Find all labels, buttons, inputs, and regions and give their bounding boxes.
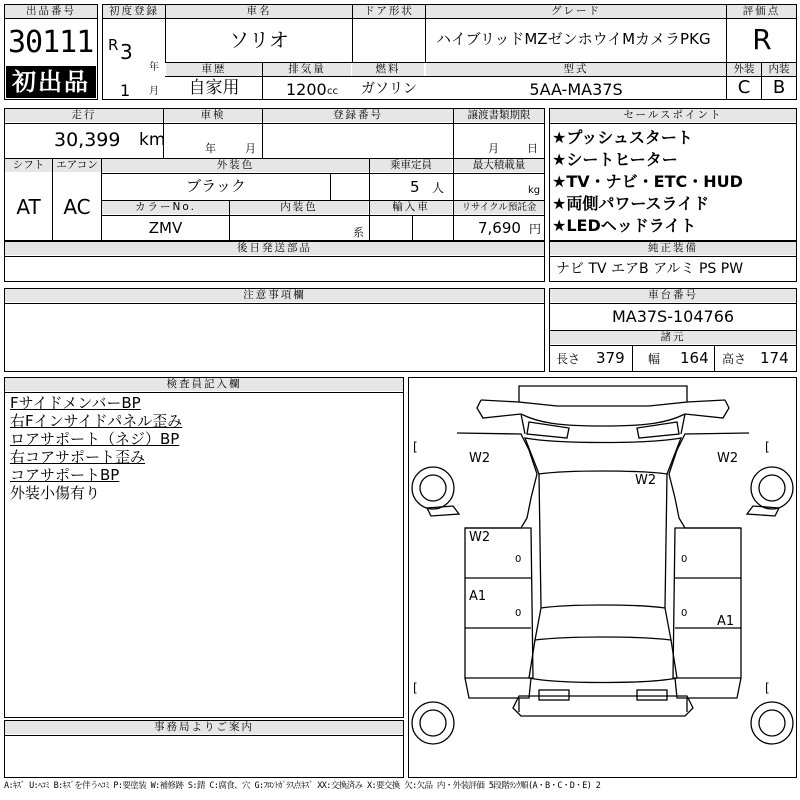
zero-mark: 0 <box>515 554 522 565</box>
height: 174 <box>760 349 789 367</box>
yen-unit: 円 <box>529 222 542 236</box>
interior-color-label: 内装色 <box>230 201 368 214</box>
reg-month: 1 <box>120 81 131 100</box>
capacity-unit: 人 <box>432 181 445 195</box>
cc-unit: cc <box>327 86 338 97</box>
recycle-fee: 7,690 <box>478 219 521 237</box>
mileage: 30,399 <box>54 129 121 151</box>
color-no: ZMV <box>148 219 183 237</box>
first-listing-badge: 初出品 <box>6 66 96 98</box>
sales-point: ★シートヒーター <box>552 150 678 169</box>
load-unit: kg <box>528 185 541 196</box>
damage-diagram <box>408 377 797 778</box>
score-label: 評価点 <box>727 5 796 18</box>
inspector-note: ロアサポート（ネジ）BP <box>10 430 180 448</box>
reg-year: 3 <box>120 40 133 64</box>
inspector-note: 右コアサポート歪み <box>10 448 146 466</box>
damage-mark: W2 <box>469 451 491 466</box>
notes-label: 注意事項欄 <box>5 289 544 302</box>
mileage-label: 走行 <box>5 109 163 122</box>
capacity: 5 <box>410 178 420 196</box>
sales-point: ★プッシュスタート <box>552 128 693 147</box>
insp-month-unit: 月 <box>245 142 256 155</box>
history: 自家用 <box>188 78 240 98</box>
displacement-label: 排気量 <box>263 63 351 76</box>
ac-label: エアコン <box>53 159 101 172</box>
equipment-label: 純正装備 <box>550 242 796 255</box>
zero-mark: 0 <box>515 608 522 619</box>
zero-mark: 0 <box>681 608 688 619</box>
length-label: 長さ <box>556 352 581 366</box>
model-label: 型式 <box>426 63 726 76</box>
equipment: ナビ TV エアB アルミ PS PW <box>556 261 744 277</box>
reg-number-label: 登録番号 <box>263 109 453 122</box>
history-label: 車歴 <box>166 63 262 76</box>
grade: ハイブリッドMZゼンホウイMカメラPKG <box>436 30 711 48</box>
interior-grade: B <box>772 77 786 98</box>
inspector-note: 右Fインサイドパネル歪み <box>10 412 183 430</box>
legend: A:ｷｽﾞ U:ﾍｺﾐ B:ｷｽﾞを伴うﾍｺﾐ P:要塗装 W:補修跡 S:錆 C:腐食、穴 G:ﾌﾛﾝﾄｶﾞﾗｽ点ｷｽﾞ XX:交換済み X:要交換 欠:欠品 内・外装評価 5段階ﾗﾝｸ順(A・B・C・D・E) 2 <box>4 781 601 791</box>
bracket-mark: [ <box>413 440 418 454</box>
exterior-color: ブラック <box>186 177 246 195</box>
capacity-label: 乗車定員 <box>370 159 452 172</box>
lot-number-label: 出品番号 <box>5 5 97 18</box>
displacement: 1200 <box>286 80 327 99</box>
car-name-label: 車名 <box>166 5 352 18</box>
fuel-label: 燃料 <box>352 63 424 76</box>
insp-year-unit: 年 <box>205 142 216 155</box>
lot-number: 30111 <box>8 25 94 60</box>
chassis-label: 車台番号 <box>550 289 796 302</box>
inspection-label: 車検 <box>164 109 262 122</box>
inspector-note: 外装小傷有り <box>10 484 101 502</box>
import-label: 輸入車 <box>370 201 452 214</box>
chassis-number: MA37S-104766 <box>611 307 735 326</box>
bracket-mark: [ <box>765 681 770 695</box>
month-unit: 月 <box>149 86 159 97</box>
length: 379 <box>596 349 625 367</box>
zero-mark: 0 <box>681 554 688 565</box>
transfer-deadline-label: 譲渡書類期限 <box>454 109 544 122</box>
inspector-note: コアサポートBP <box>10 466 120 484</box>
interior-label: 内装 <box>762 63 796 76</box>
grade-label: グレード <box>426 5 726 18</box>
height-label: 高さ <box>722 352 747 366</box>
door-type-label: ドア形状 <box>353 5 425 18</box>
later-parts-label: 後日発送部品 <box>5 242 544 255</box>
bracket-mark: [ <box>765 440 770 454</box>
car-diagram-svg <box>409 378 796 777</box>
reg-date-label: 初度登録 <box>103 5 165 18</box>
damage-mark: W2 <box>469 530 491 545</box>
damage-mark: A1 <box>469 589 487 604</box>
km-unit: km <box>139 130 166 150</box>
exterior-label: 外装 <box>727 63 761 76</box>
dims-label: 諸元 <box>550 331 796 344</box>
year-unit: 年 <box>149 62 159 73</box>
damage-mark: W2 <box>717 451 739 466</box>
fuel: ガソリン <box>361 81 417 97</box>
width-label: 幅 <box>648 352 661 366</box>
recycle-fee-label: リサイクル預託金 <box>454 201 544 214</box>
interior-color-suffix: 系 <box>353 226 364 239</box>
color-no-label: カラーNo. <box>102 201 229 214</box>
inspector-note: FサイドメンバーBP <box>10 394 141 412</box>
specs-box <box>4 108 545 241</box>
car-name: ソリオ <box>229 28 289 52</box>
bracket-mark: [ <box>413 681 418 695</box>
model: 5AA-MA37S <box>529 80 623 99</box>
width: 164 <box>680 349 709 367</box>
sales-point: ★LEDヘッドライト <box>552 216 697 235</box>
sales-point: ★両側パワースライド <box>552 194 710 213</box>
exterior-color-label: 外装色 <box>102 159 369 172</box>
sales-point: ★TV・ナビ・ETC・HUD <box>552 172 743 191</box>
inspector-notes-label: 検査員記入欄 <box>5 378 403 391</box>
transfer-day-unit: 日 <box>527 142 538 155</box>
damage-mark: W2 <box>635 473 657 488</box>
max-load-label: 最大積載量 <box>454 159 544 172</box>
office-notice-label: 事務局よりご案内 <box>5 721 403 734</box>
sales-points-label: セールスポイント <box>550 109 796 122</box>
transfer-month-unit: 月 <box>488 142 499 155</box>
ac: AC <box>63 195 91 219</box>
damage-mark: A1 <box>717 614 735 629</box>
score: R <box>752 23 772 56</box>
shift-label: シフト <box>5 159 52 172</box>
reg-era: R <box>108 36 119 54</box>
exterior-grade: C <box>737 77 751 98</box>
shift: AT <box>16 195 41 219</box>
